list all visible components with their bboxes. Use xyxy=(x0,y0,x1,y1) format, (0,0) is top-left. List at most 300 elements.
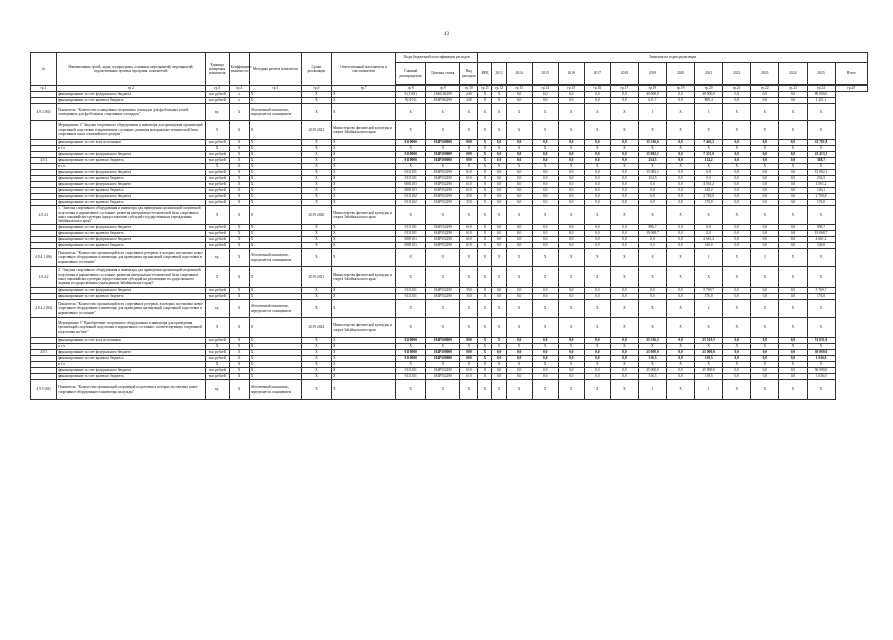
row-value: 0,0 xyxy=(779,92,807,98)
row-unit: тыс.рублей xyxy=(205,225,229,231)
row-name: в т.ч. xyxy=(57,344,206,350)
row-method: Х xyxy=(249,368,301,374)
row-name: в т.ч. xyxy=(57,164,206,170)
row-value: 140,0 xyxy=(695,243,723,249)
row-budget-code: Х xyxy=(396,267,426,288)
row-name: финансирование за счет краевого бюджета xyxy=(57,176,206,182)
row-value: Х xyxy=(584,344,610,350)
row-vrc: Х xyxy=(478,170,492,176)
row-value: Х xyxy=(532,318,558,338)
row-responsible: Х xyxy=(331,152,395,158)
row-name: финансирование за счет федерального бюджета xyxy=(57,92,206,98)
row-value: Х xyxy=(558,206,584,225)
row-coeff: Х xyxy=(229,294,249,300)
row-value: 0,0 xyxy=(667,237,695,243)
row-value: 0,0 xyxy=(558,368,584,374)
row-value: Х xyxy=(723,104,751,121)
row-responsible: Х xyxy=(331,380,395,400)
row-value: 0,0 xyxy=(723,188,751,194)
row-value: Х xyxy=(723,300,751,318)
row-value: Х xyxy=(695,206,723,225)
row-value: 15 082,1 xyxy=(638,152,666,158)
row-value: 0,0 xyxy=(558,374,584,380)
header-budget-col: Главный распорядитель xyxy=(396,63,426,85)
row-budget-code: 0111101 xyxy=(396,225,426,231)
row-value: 0,0 xyxy=(610,350,638,356)
row-value: 0,0 xyxy=(667,140,695,146)
row-value: 0,0 xyxy=(558,200,584,206)
row-name: финансирование за счет краевого бюджета xyxy=(57,98,206,104)
row-value: 0,0 xyxy=(667,338,695,344)
row-value: 809,4 xyxy=(695,98,723,104)
row-value: 15 082,1 xyxy=(807,170,835,176)
column-number: гр.21 xyxy=(723,86,751,92)
row-value: 0,0 xyxy=(610,152,638,158)
row-value: 0,0 xyxy=(610,182,638,188)
row-vrc: Х xyxy=(478,92,492,98)
row-value: 0,0 xyxy=(506,194,532,200)
row-value: Х xyxy=(695,146,723,152)
row-period: Х xyxy=(301,225,331,231)
row-budget-code: 0111101 xyxy=(396,170,426,176)
row-expense-type: 350 xyxy=(460,200,478,206)
row-value: Х xyxy=(723,344,751,350)
row-responsible: Х xyxy=(331,188,395,194)
header-method: Методика расчета показателя xyxy=(249,53,301,86)
row-value: 0,0 xyxy=(584,338,610,344)
row-value: 0,0 xyxy=(638,182,666,188)
row-value: 0,0 xyxy=(667,243,695,249)
row-method: Х xyxy=(249,243,301,249)
row-vrc: Х xyxy=(478,249,492,267)
row-value: 0,0 xyxy=(532,176,558,182)
row-coeff: Х xyxy=(229,225,249,231)
row-expense-type: Х xyxy=(460,104,478,121)
row-value: 1 xyxy=(695,104,723,121)
row-value: Х xyxy=(723,164,751,170)
row-value: 0,0 xyxy=(638,237,666,243)
row-period: Х xyxy=(301,92,331,98)
row-value: 0,0 xyxy=(667,176,695,182)
row-value: 0,0 xyxy=(779,140,807,146)
row-number xyxy=(31,121,57,140)
row-value: Х xyxy=(558,249,584,267)
row-value: Х xyxy=(558,267,584,288)
row-value: Х xyxy=(532,121,558,140)
row-value: 0,0 xyxy=(751,237,779,243)
column-number: гр.18 xyxy=(638,86,666,92)
row-period: Х xyxy=(301,170,331,176)
row-target-article: 184P552290 xyxy=(426,182,460,188)
table-row xyxy=(31,380,868,400)
row-budget-code: 0111102 xyxy=(396,194,426,200)
row-period: 2019-2020 xyxy=(301,206,331,225)
header-year-col: ВРЦ xyxy=(478,63,492,85)
row-vrc: Х xyxy=(478,140,492,146)
row-name: финансирование за счет федерального бюджета xyxy=(57,152,206,158)
row-unit: тыс.рублей xyxy=(205,338,229,344)
row-value: 0,0 xyxy=(779,176,807,182)
row-value: 0,0 xyxy=(532,368,558,374)
column-number: гр.24 xyxy=(807,86,835,92)
row-value: 40 608,8 xyxy=(638,92,666,98)
row-expense-type: 610 xyxy=(460,368,478,374)
row-method: Х xyxy=(249,121,301,140)
row-value: 0,0 xyxy=(610,98,638,104)
row-name: финансирование за счет краевого бюджета xyxy=(57,243,206,249)
row-responsible: Х xyxy=(331,368,395,374)
row-unit: тыс.рублей xyxy=(205,188,229,194)
row-target-article: 184P552290 xyxy=(426,368,460,374)
row-budget-code: 0081101 xyxy=(396,243,426,249)
row-value: 254,5 xyxy=(638,158,666,164)
header-budget-col: Целевая статья xyxy=(426,63,460,85)
row-value: Х xyxy=(532,164,558,170)
row-value: 0,0 xyxy=(558,243,584,249)
row-expense-type: 610 xyxy=(460,225,478,231)
row-vrc: Х xyxy=(478,374,492,380)
row-method: Х xyxy=(249,200,301,206)
row-target-article: 184P552290 xyxy=(426,188,460,194)
row-value: 516,5 xyxy=(638,374,666,380)
row-value: 0,0 xyxy=(558,152,584,158)
row-vrc: Х xyxy=(478,350,492,356)
row-target-article: Х xyxy=(426,344,460,350)
row-value: Х xyxy=(751,380,779,400)
row-value: 0,0 xyxy=(667,231,695,237)
row-value: Х xyxy=(807,362,835,368)
row-value: 0,0 xyxy=(558,92,584,98)
row-period: Х xyxy=(301,380,331,400)
row-value: 0,0 xyxy=(506,182,532,188)
row-vrc: Х xyxy=(478,225,492,231)
row-responsible: Х xyxy=(331,176,395,182)
row-value: 25 516,5 xyxy=(638,338,666,344)
row-target-article: Х xyxy=(426,249,460,267)
row-value: Х xyxy=(492,121,506,140)
row-value: 0,0 xyxy=(558,294,584,300)
row-unit: тыс.рублей xyxy=(205,243,229,249)
row-unit: Х xyxy=(205,121,229,140)
row-value: Х xyxy=(558,344,584,350)
row-value: 0,0 xyxy=(492,194,506,200)
row-value: 0,0 xyxy=(667,92,695,98)
row-coeff: Х xyxy=(229,104,249,121)
row-method: Абсолютный показатель, определяется оснащением xyxy=(249,380,301,400)
row-name: финансирование за счет федерального бюджета xyxy=(57,368,206,374)
header-year-col: 2021 xyxy=(695,63,723,85)
row-budget-code: Х xyxy=(396,249,426,267)
row-responsible: Х xyxy=(331,350,395,356)
row-name: 1. "Закупка спортивного оборудования и инвентаря для приведения организаций спортивной подготовки в нормативное состояние, развития материально-технической базы спортивных школ олимпийского резерва (предоставление субсидий государственным учреждениям Забайкальского края)" xyxy=(57,206,206,225)
row-period: Х xyxy=(301,176,331,182)
row-target-article: 184P552290 xyxy=(426,225,460,231)
row-value: 0,0 xyxy=(584,98,610,104)
row-value: Х xyxy=(667,300,695,318)
row-value: Х xyxy=(723,318,751,338)
row-responsible: Х xyxy=(331,104,395,121)
row-coeff: Х xyxy=(229,164,249,170)
row-budget-code: 0111101 xyxy=(396,294,426,300)
row-value: 611,7 xyxy=(638,98,666,104)
row-name: финансирование за счет всех источников xyxy=(57,140,206,146)
table-row xyxy=(31,267,868,288)
row-method: Х xyxy=(249,362,301,368)
row-period: 2019-2024 xyxy=(301,318,331,338)
row-vrc: Х xyxy=(478,338,492,344)
row-method: Х xyxy=(249,225,301,231)
row-value: Х xyxy=(506,300,532,318)
row-value: 50 000,0 xyxy=(807,368,835,374)
row-value: 0,0 xyxy=(558,237,584,243)
row-value: 0,0 xyxy=(558,140,584,146)
row-period: Х xyxy=(301,152,331,158)
row-value: Х xyxy=(532,267,558,288)
table-row xyxy=(31,249,868,267)
row-period: Х xyxy=(301,362,331,368)
row-value: Х xyxy=(506,146,532,152)
row-value: 25 519,5 xyxy=(695,338,723,344)
row-number: 4.9.4.2 (84) xyxy=(31,300,57,318)
header-year-col: 2022 xyxy=(723,63,751,85)
row-value: 0,0 xyxy=(779,350,807,356)
row-value: 0,0 xyxy=(492,140,506,146)
row-value: 0,0 xyxy=(723,225,751,231)
row-method: Х xyxy=(249,288,301,294)
row-expense-type: 610 xyxy=(460,243,478,249)
row-vrc: Х xyxy=(478,294,492,300)
row-period: 2019-2021 xyxy=(301,267,331,288)
row-coeff: Х xyxy=(229,300,249,318)
row-value: Х xyxy=(807,380,835,400)
row-budget-code: 0111101 xyxy=(396,288,426,294)
row-expense-type: Х xyxy=(460,362,478,368)
row-value: Х xyxy=(779,344,807,350)
row-value: Х xyxy=(779,267,807,288)
row-number: 4.9.4 xyxy=(31,158,57,164)
row-value: 0,0 xyxy=(558,225,584,231)
row-value: 0,0 xyxy=(492,182,506,188)
row-value: 0,0 xyxy=(584,231,610,237)
row-value: Х xyxy=(638,206,666,225)
row-target-article: 184P552290 xyxy=(426,374,460,380)
row-value: 2 769,8 xyxy=(695,194,723,200)
row-name: в т.ч. xyxy=(57,146,206,152)
row-vrc: Х xyxy=(478,267,492,288)
row-coeff: Х xyxy=(229,140,249,146)
row-responsible: Х xyxy=(331,237,395,243)
row-value: 0,0 xyxy=(558,231,584,237)
row-unit: тыс.рублей xyxy=(205,158,229,164)
row-value: Х xyxy=(723,121,751,140)
row-value: Х xyxy=(779,146,807,152)
row-value: 0,0 xyxy=(779,294,807,300)
row-value: 0,0 xyxy=(610,374,638,380)
row-responsible: Х xyxy=(331,158,395,164)
row-value: Х xyxy=(638,362,666,368)
row-method: Х xyxy=(249,152,301,158)
row-value: 896,7 xyxy=(638,225,666,231)
row-number: 4.9.5 (84) xyxy=(31,380,57,400)
row-value: 0,0 xyxy=(532,170,558,176)
row-value: 0,0 xyxy=(492,368,506,374)
row-responsible: Х xyxy=(331,374,395,380)
column-number: гр.9 xyxy=(426,86,460,92)
row-responsible: Х xyxy=(331,170,395,176)
row-budget-code: 0111101 xyxy=(396,374,426,380)
row-value: Х xyxy=(610,249,638,267)
row-responsible: Министерство физической культуры и спорта Забайкальского края xyxy=(331,206,395,225)
row-value: 22 781,8 xyxy=(807,140,835,146)
row-value: 0,0 xyxy=(506,200,532,206)
column-number: гр.10 xyxy=(460,86,478,92)
row-target-article: 184P500000 xyxy=(426,140,460,146)
row-value: Х xyxy=(807,146,835,152)
table-header xyxy=(31,53,868,92)
row-name: финансирование за счет краевого бюджета xyxy=(57,356,206,362)
row-value: 0,0 xyxy=(723,356,751,362)
row-value: Х xyxy=(751,362,779,368)
row-coeff: х xyxy=(229,98,249,104)
row-value: 1 036,0 xyxy=(807,374,835,380)
row-budget-code: 0081101 xyxy=(396,188,426,194)
row-value: 0,0 xyxy=(532,374,558,380)
row-unit: тыс.рублей xyxy=(205,356,229,362)
row-value: 0,0 xyxy=(751,368,779,374)
column-number: гр.17 xyxy=(610,86,638,92)
row-value: 25 000,0 xyxy=(638,350,666,356)
row-value: 0,0 xyxy=(506,98,532,104)
row-value: 0,0 xyxy=(610,200,638,206)
row-number: 4.9.4.1 (86) xyxy=(31,249,57,267)
row-expense-type: 000 xyxy=(460,350,478,356)
row-value: Х xyxy=(584,104,610,121)
row-value: Х xyxy=(807,300,835,318)
row-target-article: Х xyxy=(426,164,460,170)
row-value: Х xyxy=(807,318,835,338)
row-value: 0,0 xyxy=(506,231,532,237)
row-expense-type: 610 xyxy=(460,188,478,194)
row-value: 0,0 xyxy=(584,92,610,98)
row-value: 0,0 xyxy=(558,194,584,200)
row-period: Х xyxy=(301,200,331,206)
row-budget-code: 0110000 xyxy=(396,140,426,146)
row-expense-type: Х xyxy=(460,146,478,152)
row-number: 4.9.4.1 xyxy=(31,206,57,225)
row-value: 8 xyxy=(638,249,666,267)
row-target-article: 184P500000 xyxy=(426,350,460,356)
row-value: 0,0 xyxy=(723,350,751,356)
row-budget-code: Х xyxy=(396,380,426,400)
row-value: Х xyxy=(667,344,695,350)
row-vrc: Х xyxy=(478,288,492,294)
row-value: 0,0 xyxy=(723,368,751,374)
row-value: 0,0 xyxy=(584,294,610,300)
row-value: 0,0 xyxy=(779,194,807,200)
row-value: 0,0 xyxy=(695,231,723,237)
row-number xyxy=(31,318,57,338)
row-value: Х xyxy=(492,318,506,338)
row-name: Мероприятие 4 "Закупка спортивного оборудования и инвентаря для приведения организаций спортивной подготовки в нормативное состояние, развития материально-технической базы спортивных школ олимпийского резерва" xyxy=(57,121,206,140)
row-value: 0,0 xyxy=(723,374,751,380)
row-value: Х xyxy=(638,164,666,170)
row-value: Х xyxy=(807,344,835,350)
row-value: 22 413,1 xyxy=(807,152,835,158)
row-value: 19 068,7 xyxy=(807,231,835,237)
row-method: Х xyxy=(249,231,301,237)
row-responsible: Х xyxy=(331,231,395,237)
row-value: Х xyxy=(532,380,558,400)
row-coeff: Х xyxy=(229,380,249,400)
row-value: 80 000,0 xyxy=(807,92,835,98)
row-value: 0,0 xyxy=(506,140,532,146)
row-value: Х xyxy=(492,300,506,318)
row-value: Х xyxy=(779,318,807,338)
row-expense-type: 610 xyxy=(460,182,478,188)
row-name: финансирование за счет федерального бюджета xyxy=(57,182,206,188)
row-budget-code: 0081101 xyxy=(396,237,426,243)
row-budget-code: Х xyxy=(396,318,426,338)
row-coeff: Х xyxy=(229,152,249,158)
row-expense-type: 350 xyxy=(460,294,478,300)
row-value: Х xyxy=(667,206,695,225)
row-value: 0,0 xyxy=(558,98,584,104)
row-value: Х xyxy=(584,300,610,318)
row-name: Показатель: "Количество организаций всех спортивных резервов, в которых поставлено новое спортивное оборудование и инвентарь для приведения организаций спортивной подготовки в нормативное состояние" xyxy=(57,300,206,318)
row-vrc: Х xyxy=(478,380,492,400)
row-expense-type: Х xyxy=(460,300,478,318)
row-value: 0,0 xyxy=(610,176,638,182)
row-unit: тыс.рублей xyxy=(205,140,229,146)
row-value: 140,2 xyxy=(807,188,835,194)
row-expense-type: Х xyxy=(460,164,478,170)
row-value: Х xyxy=(558,318,584,338)
row-value: 0,0 xyxy=(779,152,807,158)
row-name: финансирование за счет федерального бюджета xyxy=(57,225,206,231)
row-vrc: Х xyxy=(478,243,492,249)
row-value: 0,0 xyxy=(610,194,638,200)
row-responsible: Министерство физической культуры и спорта Забайкальского края xyxy=(331,267,395,288)
row-value: 2 769,8 xyxy=(807,194,835,200)
row-value: 4 561,2 xyxy=(695,182,723,188)
row-responsible: Х xyxy=(331,362,395,368)
column-number: гр.15 xyxy=(558,86,584,92)
row-target-article: Х xyxy=(426,300,460,318)
row-responsible: Х xyxy=(331,194,395,200)
row-method: Х xyxy=(249,338,301,344)
row-value: 0,0 xyxy=(779,374,807,380)
row-value: Х xyxy=(667,104,695,121)
row-target-article: Х xyxy=(426,104,460,121)
row-value: 0,0 xyxy=(558,182,584,188)
row-value: 1 xyxy=(695,380,723,400)
row-value: Х xyxy=(492,164,506,170)
row-vrc: Х xyxy=(478,164,492,170)
row-value: 0,0 xyxy=(532,140,558,146)
row-value: 519,5 xyxy=(695,356,723,362)
row-target-article: Х xyxy=(426,146,460,152)
row-value: Х xyxy=(807,249,835,267)
row-method: Х xyxy=(249,92,301,98)
row-responsible: Х xyxy=(331,300,395,318)
row-value: 0,0 xyxy=(584,194,610,200)
row-value: Х xyxy=(751,300,779,318)
row-value: Х xyxy=(532,362,558,368)
row-value: 0,0 xyxy=(723,176,751,182)
row-method: Х xyxy=(249,194,301,200)
row-vrc: Х xyxy=(478,318,492,338)
row-period: Х xyxy=(301,188,331,194)
